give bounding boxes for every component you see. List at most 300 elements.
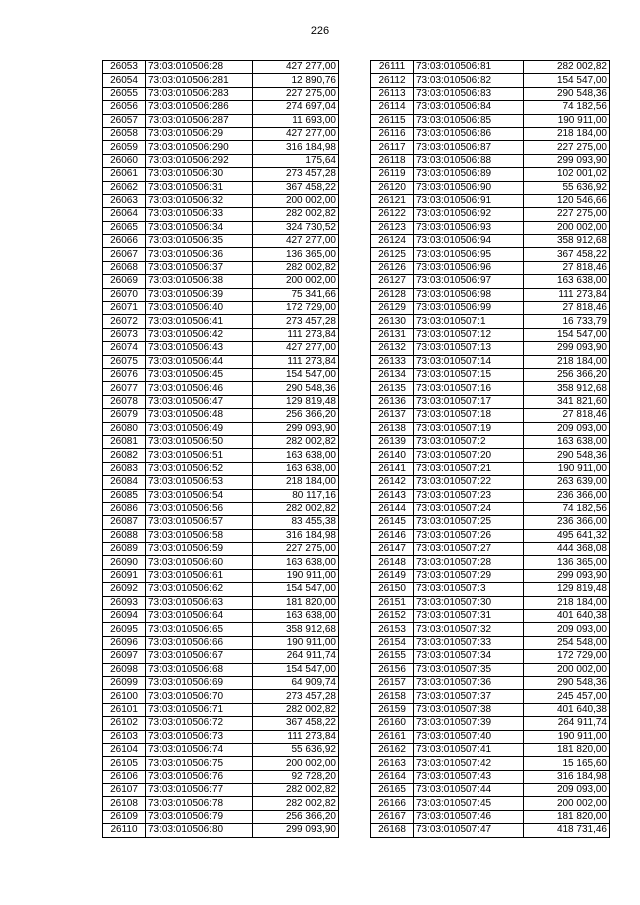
- value-cell: 154 547,00: [253, 663, 339, 676]
- value-cell: 163 638,00: [524, 435, 610, 448]
- value-cell: 290 548,36: [524, 87, 610, 100]
- table-row: [103, 650, 339, 663]
- cadastral-number-cell: 73:03:010507:18: [414, 409, 524, 422]
- row-number-cell: 26134: [371, 368, 414, 381]
- value-cell: 282 002,82: [524, 61, 610, 74]
- cadastral-number-cell: 73:03:010506:85: [414, 114, 524, 127]
- table-row: [103, 462, 339, 475]
- value-cell: 290 548,36: [524, 676, 610, 689]
- cadastral-number-cell: 73:03:010506:97: [414, 275, 524, 288]
- table-row: [371, 770, 610, 783]
- row-number-cell: 26161: [371, 730, 414, 743]
- cadastral-number-cell: 73:03:010506:81: [414, 61, 524, 74]
- table-row: [103, 703, 339, 716]
- table-row: [371, 154, 610, 167]
- table-row: [103, 315, 339, 328]
- value-cell: 367 458,22: [524, 248, 610, 261]
- table-row: [103, 435, 339, 448]
- table-row: [103, 730, 339, 743]
- table-row: [371, 569, 610, 582]
- row-number-cell: 26076: [103, 368, 146, 381]
- table-row: [103, 194, 339, 207]
- row-number-cell: 26108: [103, 797, 146, 810]
- cadastral-number-cell: 73:03:010507:17: [414, 395, 524, 408]
- table-row: [371, 556, 610, 569]
- value-cell: 245 457,00: [524, 690, 610, 703]
- cadastral-number-cell: 73:03:010507:38: [414, 703, 524, 716]
- cadastral-number-cell: 73:03:010507:19: [414, 422, 524, 435]
- value-cell: 316 184,98: [253, 529, 339, 542]
- table-row: [103, 824, 339, 837]
- cadastral-number-cell: 73:03:010506:287: [146, 114, 253, 127]
- cadastral-number-cell: 73:03:010507:15: [414, 368, 524, 381]
- table-row: [103, 543, 339, 556]
- row-number-cell: 26073: [103, 328, 146, 341]
- table-row: [103, 516, 339, 529]
- value-cell: 358 912,68: [253, 623, 339, 636]
- value-cell: 290 548,36: [253, 382, 339, 395]
- table-row: [371, 409, 610, 422]
- row-number-cell: 26087: [103, 516, 146, 529]
- value-cell: 299 093,90: [524, 342, 610, 355]
- row-number-cell: 26135: [371, 382, 414, 395]
- value-cell: 200 002,00: [524, 797, 610, 810]
- cadastral-number-cell: 73:03:010507:31: [414, 610, 524, 623]
- value-cell: 358 912,68: [524, 382, 610, 395]
- cadastral-number-cell: 73:03:010506:41: [146, 315, 253, 328]
- table-row: [103, 101, 339, 114]
- row-number-cell: 26158: [371, 690, 414, 703]
- row-number-cell: 26137: [371, 409, 414, 422]
- row-number-cell: 26141: [371, 462, 414, 475]
- row-number-cell: 26152: [371, 610, 414, 623]
- value-cell: 181 820,00: [524, 743, 610, 756]
- table-row: [371, 717, 610, 730]
- value-cell: 163 638,00: [253, 449, 339, 462]
- cadastral-number-cell: 73:03:010507:39: [414, 717, 524, 730]
- value-cell: 427 277,00: [253, 342, 339, 355]
- row-number-cell: 26088: [103, 529, 146, 542]
- row-number-cell: 26059: [103, 141, 146, 154]
- value-cell: 12 890,76: [253, 74, 339, 87]
- cadastral-number-cell: 73:03:010506:74: [146, 743, 253, 756]
- cadastral-number-cell: 73:03:010507:35: [414, 663, 524, 676]
- value-cell: 324 730,52: [253, 221, 339, 234]
- value-cell: 163 638,00: [253, 610, 339, 623]
- row-number-cell: 26074: [103, 342, 146, 355]
- cadastral-number-cell: 73:03:010507:12: [414, 328, 524, 341]
- value-cell: 55 636,92: [253, 743, 339, 756]
- row-number-cell: 26099: [103, 676, 146, 689]
- value-cell: 282 002,82: [253, 784, 339, 797]
- value-cell: 282 002,82: [253, 797, 339, 810]
- value-cell: 129 819,48: [253, 395, 339, 408]
- value-cell: 136 365,00: [524, 556, 610, 569]
- value-cell: 316 184,98: [253, 141, 339, 154]
- table-row: [371, 181, 610, 194]
- cadastral-number-cell: 73:03:010506:91: [414, 194, 524, 207]
- row-number-cell: 26072: [103, 315, 146, 328]
- value-cell: 172 729,00: [253, 302, 339, 315]
- value-cell: 282 002,82: [253, 703, 339, 716]
- table-row: [371, 235, 610, 248]
- cadastral-number-cell: 73:03:010506:61: [146, 569, 253, 582]
- cadastral-number-cell: 73:03:010506:87: [414, 141, 524, 154]
- table-row: [103, 248, 339, 261]
- row-number-cell: 26143: [371, 489, 414, 502]
- row-number-cell: 26060: [103, 154, 146, 167]
- cadastral-number-cell: 73:03:010507:14: [414, 355, 524, 368]
- value-cell: 427 277,00: [253, 61, 339, 74]
- row-number-cell: 26084: [103, 476, 146, 489]
- value-cell: 218 184,00: [524, 127, 610, 140]
- table-row: [371, 449, 610, 462]
- value-cell: 227 275,00: [253, 87, 339, 100]
- cadastral-number-cell: 73:03:010507:45: [414, 797, 524, 810]
- cadastral-number-cell: 73:03:010506:94: [414, 235, 524, 248]
- cadastral-number-cell: 73:03:010506:69: [146, 676, 253, 689]
- cadastral-number-cell: 73:03:010506:84: [414, 101, 524, 114]
- table-row: [103, 770, 339, 783]
- cadastral-number-cell: 73:03:010506:43: [146, 342, 253, 355]
- value-cell: 120 546,66: [524, 194, 610, 207]
- row-number-cell: 26097: [103, 650, 146, 663]
- row-number-cell: 26128: [371, 288, 414, 301]
- table-row: [371, 368, 610, 381]
- table-row: [371, 328, 610, 341]
- value-cell: 209 093,00: [524, 623, 610, 636]
- row-number-cell: 26147: [371, 543, 414, 556]
- cadastral-number-cell: 73:03:010506:77: [146, 784, 253, 797]
- value-cell: 163 638,00: [524, 275, 610, 288]
- value-cell: 299 093,90: [253, 422, 339, 435]
- row-number-cell: 26104: [103, 743, 146, 756]
- value-cell: 80 117,16: [253, 489, 339, 502]
- table-row: [371, 74, 610, 87]
- row-number-cell: 26102: [103, 717, 146, 730]
- value-cell: 316 184,98: [524, 770, 610, 783]
- cadastral-number-cell: 73:03:010506:33: [146, 208, 253, 221]
- cadastral-number-cell: 73:03:010506:83: [414, 87, 524, 100]
- value-cell: 27 818,46: [524, 409, 610, 422]
- cadastral-number-cell: 73:03:010507:25: [414, 516, 524, 529]
- register-table-right: [370, 60, 610, 838]
- cadastral-number-cell: 73:03:010507:41: [414, 743, 524, 756]
- value-cell: 401 640,38: [524, 610, 610, 623]
- cadastral-number-cell: 73:03:010506:56: [146, 502, 253, 515]
- cadastral-number-cell: 73:03:010506:88: [414, 154, 524, 167]
- table-row: [371, 221, 610, 234]
- table-row: [103, 690, 339, 703]
- row-number-cell: 26162: [371, 743, 414, 756]
- value-cell: 236 366,00: [524, 489, 610, 502]
- value-cell: 163 638,00: [253, 462, 339, 475]
- row-number-cell: 26148: [371, 556, 414, 569]
- cadastral-number-cell: 73:03:010506:65: [146, 623, 253, 636]
- value-cell: 290 548,36: [524, 449, 610, 462]
- table-row: [103, 556, 339, 569]
- table-row: [103, 261, 339, 274]
- table-row: [371, 476, 610, 489]
- cadastral-number-cell: 73:03:010506:90: [414, 181, 524, 194]
- row-number-cell: 26071: [103, 302, 146, 315]
- cadastral-number-cell: 73:03:010506:292: [146, 154, 253, 167]
- value-cell: 299 093,90: [524, 569, 610, 582]
- table-row: [371, 261, 610, 274]
- row-number-cell: 26100: [103, 690, 146, 703]
- cadastral-number-cell: 73:03:010506:30: [146, 168, 253, 181]
- value-cell: 15 165,60: [524, 757, 610, 770]
- table-body-right: [371, 61, 610, 838]
- table-row: [103, 476, 339, 489]
- value-cell: 190 911,00: [253, 636, 339, 649]
- value-cell: 154 547,00: [253, 583, 339, 596]
- row-number-cell: 26123: [371, 221, 414, 234]
- cadastral-number-cell: 73:03:010506:60: [146, 556, 253, 569]
- row-number-cell: 26117: [371, 141, 414, 154]
- table-row: [103, 328, 339, 341]
- table-row: [103, 168, 339, 181]
- row-number-cell: 26149: [371, 569, 414, 582]
- value-cell: 154 547,00: [524, 328, 610, 341]
- cadastral-number-cell: 73:03:010506:45: [146, 368, 253, 381]
- cadastral-number-cell: 73:03:010507:46: [414, 810, 524, 823]
- value-cell: 299 093,90: [524, 154, 610, 167]
- row-number-cell: 26067: [103, 248, 146, 261]
- table-row: [371, 690, 610, 703]
- value-cell: 273 457,28: [253, 315, 339, 328]
- cadastral-number-cell: 73:03:010507:24: [414, 502, 524, 515]
- row-number-cell: 26110: [103, 824, 146, 837]
- cadastral-number-cell: 73:03:010506:80: [146, 824, 253, 837]
- value-cell: 282 002,82: [253, 502, 339, 515]
- cadastral-number-cell: 73:03:010506:44: [146, 355, 253, 368]
- row-number-cell: 26154: [371, 636, 414, 649]
- cadastral-number-cell: 73:03:010507:43: [414, 770, 524, 783]
- cadastral-number-cell: 73:03:010506:70: [146, 690, 253, 703]
- cadastral-number-cell: 73:03:010506:35: [146, 235, 253, 248]
- row-number-cell: 26139: [371, 435, 414, 448]
- table-row: [371, 610, 610, 623]
- row-number-cell: 26094: [103, 610, 146, 623]
- value-cell: 190 911,00: [524, 730, 610, 743]
- cadastral-number-cell: 73:03:010506:92: [414, 208, 524, 221]
- row-number-cell: 26075: [103, 355, 146, 368]
- table-row: [371, 114, 610, 127]
- value-cell: 27 818,46: [524, 261, 610, 274]
- cadastral-number-cell: 73:03:010506:32: [146, 194, 253, 207]
- row-number-cell: 26063: [103, 194, 146, 207]
- table-row: [103, 87, 339, 100]
- value-cell: 181 820,00: [524, 810, 610, 823]
- value-cell: 282 002,82: [253, 435, 339, 448]
- table-row: [103, 275, 339, 288]
- cadastral-number-cell: 73:03:010506:57: [146, 516, 253, 529]
- value-cell: 92 728,20: [253, 770, 339, 783]
- table-row: [103, 489, 339, 502]
- row-number-cell: 26083: [103, 462, 146, 475]
- table-row: [371, 87, 610, 100]
- table-row: [103, 583, 339, 596]
- value-cell: 256 366,20: [253, 810, 339, 823]
- cadastral-number-cell: 73:03:010507:37: [414, 690, 524, 703]
- value-cell: 274 697,04: [253, 101, 339, 114]
- row-number-cell: 26119: [371, 168, 414, 181]
- row-number-cell: 26122: [371, 208, 414, 221]
- row-number-cell: 26068: [103, 261, 146, 274]
- table-row: [103, 797, 339, 810]
- value-cell: 263 639,00: [524, 476, 610, 489]
- cadastral-number-cell: 73:03:010506:281: [146, 74, 253, 87]
- row-number-cell: 26082: [103, 449, 146, 462]
- row-number-cell: 26093: [103, 596, 146, 609]
- row-number-cell: 26103: [103, 730, 146, 743]
- table-row: [103, 743, 339, 756]
- row-number-cell: 26164: [371, 770, 414, 783]
- table-row: [371, 516, 610, 529]
- table-row: [103, 181, 339, 194]
- row-number-cell: 26136: [371, 395, 414, 408]
- table-row: [371, 275, 610, 288]
- row-number-cell: 26156: [371, 663, 414, 676]
- table-row: [103, 154, 339, 167]
- cadastral-number-cell: 73:03:010506:47: [146, 395, 253, 408]
- cadastral-number-cell: 73:03:010507:23: [414, 489, 524, 502]
- row-number-cell: 26066: [103, 235, 146, 248]
- row-number-cell: 26115: [371, 114, 414, 127]
- value-cell: 341 821,60: [524, 395, 610, 408]
- table-row: [103, 502, 339, 515]
- cadastral-number-cell: 73:03:010506:93: [414, 221, 524, 234]
- table-row: [371, 208, 610, 221]
- table-row: [103, 717, 339, 730]
- row-number-cell: 26085: [103, 489, 146, 502]
- table-row: [103, 235, 339, 248]
- value-cell: 282 002,82: [253, 261, 339, 274]
- cadastral-number-cell: 73:03:010506:72: [146, 717, 253, 730]
- table-row: [371, 168, 610, 181]
- cadastral-number-cell: 73:03:010507:2: [414, 435, 524, 448]
- cadastral-number-cell: 73:03:010506:86: [414, 127, 524, 140]
- value-cell: 299 093,90: [253, 824, 339, 837]
- row-number-cell: 26165: [371, 784, 414, 797]
- table-row: [371, 743, 610, 756]
- row-number-cell: 26065: [103, 221, 146, 234]
- cadastral-number-cell: 73:03:010506:290: [146, 141, 253, 154]
- table-row: [371, 650, 610, 663]
- table-row: [371, 810, 610, 823]
- value-cell: 154 547,00: [253, 368, 339, 381]
- cadastral-number-cell: 73:03:010506:82: [414, 74, 524, 87]
- table-row: [103, 302, 339, 315]
- row-number-cell: 26157: [371, 676, 414, 689]
- cadastral-number-cell: 73:03:010506:28: [146, 61, 253, 74]
- table-row: [103, 810, 339, 823]
- row-number-cell: 26138: [371, 422, 414, 435]
- value-cell: 154 547,00: [524, 74, 610, 87]
- table-row: [371, 101, 610, 114]
- cadastral-number-cell: 73:03:010506:48: [146, 409, 253, 422]
- value-cell: 401 640,38: [524, 703, 610, 716]
- table-row: [371, 127, 610, 140]
- cadastral-number-cell: 73:03:010506:36: [146, 248, 253, 261]
- cadastral-number-cell: 73:03:010506:38: [146, 275, 253, 288]
- cadastral-number-cell: 73:03:010506:29: [146, 127, 253, 140]
- row-number-cell: 26069: [103, 275, 146, 288]
- cadastral-number-cell: 73:03:010507:3: [414, 583, 524, 596]
- row-number-cell: 26079: [103, 409, 146, 422]
- row-number-cell: 26089: [103, 543, 146, 556]
- table-row: [371, 355, 610, 368]
- cadastral-number-cell: 73:03:010507:29: [414, 569, 524, 582]
- table-row: [103, 342, 339, 355]
- cadastral-number-cell: 73:03:010506:96: [414, 261, 524, 274]
- value-cell: 273 457,28: [253, 690, 339, 703]
- row-number-cell: 26057: [103, 114, 146, 127]
- row-number-cell: 26132: [371, 342, 414, 355]
- value-cell: 190 911,00: [524, 114, 610, 127]
- row-number-cell: 26145: [371, 516, 414, 529]
- table-row: [371, 141, 610, 154]
- row-number-cell: 26127: [371, 275, 414, 288]
- row-number-cell: 26105: [103, 757, 146, 770]
- row-number-cell: 26080: [103, 422, 146, 435]
- row-number-cell: 26113: [371, 87, 414, 100]
- value-cell: 495 641,32: [524, 529, 610, 542]
- row-number-cell: 26058: [103, 127, 146, 140]
- row-number-cell: 26146: [371, 529, 414, 542]
- row-number-cell: 26142: [371, 476, 414, 489]
- row-number-cell: 26086: [103, 502, 146, 515]
- value-cell: 444 368,08: [524, 543, 610, 556]
- cadastral-number-cell: 73:03:010507:36: [414, 676, 524, 689]
- cadastral-number-cell: 73:03:010506:99: [414, 302, 524, 315]
- table-row: [103, 221, 339, 234]
- table-row: [103, 663, 339, 676]
- value-cell: 75 341,66: [253, 288, 339, 301]
- row-number-cell: 26150: [371, 583, 414, 596]
- cadastral-number-cell: 73:03:010506:51: [146, 449, 253, 462]
- table-row: [103, 74, 339, 87]
- value-cell: 273 457,28: [253, 168, 339, 181]
- cadastral-number-cell: 73:03:010507:44: [414, 784, 524, 797]
- value-cell: 181 820,00: [253, 596, 339, 609]
- row-number-cell: 26125: [371, 248, 414, 261]
- row-number-cell: 26160: [371, 717, 414, 730]
- page-number: 226: [310, 25, 330, 37]
- row-number-cell: 26130: [371, 315, 414, 328]
- table-row: [103, 208, 339, 221]
- value-cell: 218 184,00: [524, 355, 610, 368]
- value-cell: 111 273,84: [253, 730, 339, 743]
- row-number-cell: 26116: [371, 127, 414, 140]
- value-cell: 27 818,46: [524, 302, 610, 315]
- value-cell: 200 002,00: [524, 221, 610, 234]
- row-number-cell: 26140: [371, 449, 414, 462]
- value-cell: 74 182,56: [524, 502, 610, 515]
- table-row: [103, 382, 339, 395]
- value-cell: 190 911,00: [253, 569, 339, 582]
- row-number-cell: 26124: [371, 235, 414, 248]
- row-number-cell: 26167: [371, 810, 414, 823]
- table-row: [371, 395, 610, 408]
- value-cell: 200 002,00: [524, 663, 610, 676]
- value-cell: 102 001,02: [524, 168, 610, 181]
- row-number-cell: 26090: [103, 556, 146, 569]
- cadastral-number-cell: 73:03:010507:40: [414, 730, 524, 743]
- cadastral-number-cell: 73:03:010507:47: [414, 824, 524, 837]
- cadastral-number-cell: 73:03:010506:98: [414, 288, 524, 301]
